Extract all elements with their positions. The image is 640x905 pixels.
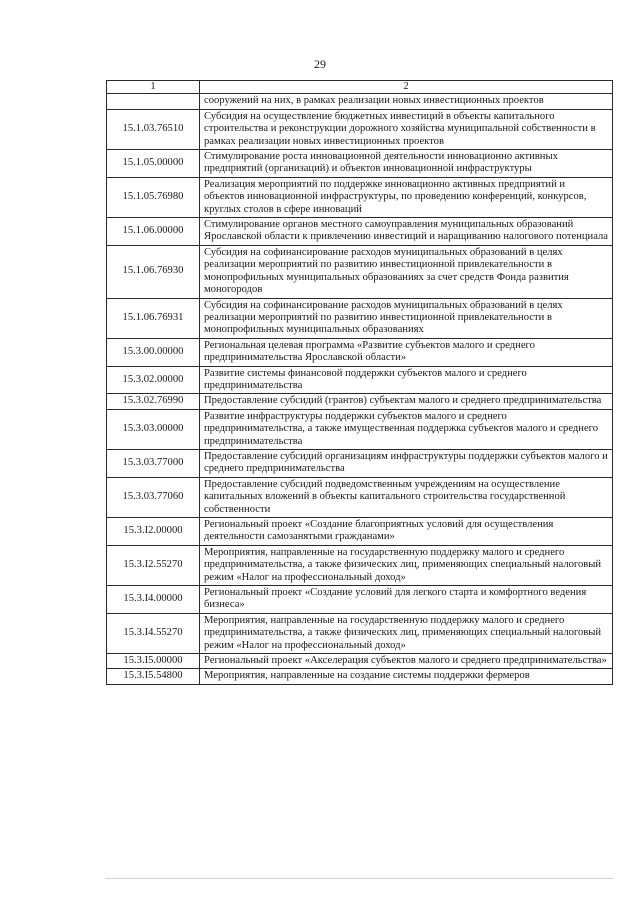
table-row	[107, 394, 613, 409]
row-code-cell: 15.1.05.00000	[107, 150, 200, 178]
row-code-cell: 15.3.02.76990	[107, 394, 200, 409]
table-row	[107, 94, 613, 109]
table-row	[107, 409, 613, 449]
row-code-cell: 15.3.02.00000	[107, 366, 200, 394]
row-code-cell: 15.3.I2.00000	[107, 518, 200, 546]
table-row	[107, 177, 613, 217]
row-description-cell: Предоставление субсидий (грантов) субъектам малого и среднего предпринимательства	[200, 394, 613, 409]
table-row	[107, 298, 613, 338]
row-description-cell: Мероприятия, направленные на государственную поддержку малого и среднего предпринимательства, а также физических лиц, применяющих специальный налоговый режим «Налог на профессиональный доход»	[200, 545, 613, 585]
table-row	[107, 477, 613, 517]
column-header-2: 2	[200, 81, 613, 94]
table-row	[107, 545, 613, 585]
table-row	[107, 245, 613, 298]
table-row	[107, 218, 613, 246]
row-description-cell: Региональная целевая программа «Развитие субъектов малого и среднего предпринимательства Ярославской области»	[200, 338, 613, 366]
row-description-cell: Региональный проект «Акселерация субъектов малого и среднего предпринимательства»	[200, 654, 613, 669]
table-row	[107, 366, 613, 394]
row-code-cell: 15.3.I2.55270	[107, 545, 200, 585]
table-row	[107, 449, 613, 477]
row-description-cell: Стимулирование роста инновационной деятельности инновационно активных предприятий (организаций) и объектов инновационной инфраструктуры	[200, 150, 613, 178]
row-code-cell: 15.1.06.76931	[107, 298, 200, 338]
row-description-cell: сооружений на них, в рамках реализации новых инвестиционных проектов	[200, 94, 613, 109]
row-code-cell: 15.3.I5.54800	[107, 669, 200, 684]
row-description-cell: Региональный проект «Создание благоприятных условий для осуществления деятельности самозанятыми гражданами»	[200, 518, 613, 546]
table-row	[107, 518, 613, 546]
row-code-cell	[107, 94, 200, 109]
row-description-cell: Реализация мероприятий по поддержке инновационно активных предприятий и объектов инновационной инфраструктуры, по проведению конференций, конкурсов, круглых столов в сфере инноваций	[200, 177, 613, 217]
row-description-cell: Развитие инфраструктуры поддержки субъектов малого и среднего предпринимательства, а также имущественная поддержка субъектов малого и среднего предпринимательства	[200, 409, 613, 449]
row-description-cell: Субсидия на софинансирование расходов муниципальных образований в целях реализации мероприятий по развитию инвестиционной привлекательности в монопрофильных муниципальных образованиях за счет средств Фонда развития моногородов	[200, 245, 613, 298]
row-code-cell: 15.1.06.76930	[107, 245, 200, 298]
table-row	[107, 586, 613, 614]
table-row	[107, 654, 613, 669]
row-code-cell: 15.3.03.77000	[107, 449, 200, 477]
row-code-cell: 15.1.03.76510	[107, 109, 200, 149]
row-description-cell: Предоставление субсидий подведомственным учреждениям на осуществление капитальных вложений в объекты капитального строительства государственной собственности	[200, 477, 613, 517]
row-code-cell: 15.3.I4.55270	[107, 613, 200, 653]
table-row	[107, 109, 613, 149]
row-description-cell: Предоставление субсидий организациям инфраструктуры поддержки субъектов малого и среднего предпринимательства	[200, 449, 613, 477]
row-code-cell: 15.1.05.76980	[107, 177, 200, 217]
row-description-cell: Развитие системы финансовой поддержки субъектов малого и среднего предпринимательства	[200, 366, 613, 394]
row-description-cell: Субсидия на осуществление бюджетных инвестиций в объекты капитального строительства и реконструкции дорожного хозяйства муниципальной собственности в рамках реализации новых инвестиционных проектов	[200, 109, 613, 149]
row-code-cell: 15.1.06.00000	[107, 218, 200, 246]
row-description-cell: Мероприятия, направленные на государственную поддержку малого и среднего предпринимательства, а также физических лиц, применяющих специальный налоговый режим «Налог на профессиональный доход»	[200, 613, 613, 653]
bottom-divider	[105, 878, 613, 879]
table-row	[107, 613, 613, 653]
row-code-cell: 15.3.00.00000	[107, 338, 200, 366]
column-header-1: 1	[107, 81, 200, 94]
table-row	[107, 669, 613, 684]
row-description-cell: Субсидия на софинансирование расходов муниципальных образований в целях реализации мероприятий по развитию инвестиционной привлекательности в монопрофильных муниципальных образованиях	[200, 298, 613, 338]
table-row	[107, 150, 613, 178]
row-description-cell: Стимулирование органов местного самоуправления муниципальных образований Ярославской области к привлечению инвестиций и наращиванию налогового потенциала	[200, 218, 613, 246]
row-code-cell: 15.3.03.00000	[107, 409, 200, 449]
row-code-cell: 15.3.I5.00000	[107, 654, 200, 669]
row-code-cell: 15.3.03.77060	[107, 477, 200, 517]
row-code-cell: 15.3.I4.00000	[107, 586, 200, 614]
page-number: 29	[314, 57, 326, 71]
table-header-row	[107, 81, 613, 94]
table-row	[107, 338, 613, 366]
budget-codes-table	[106, 80, 613, 685]
row-description-cell: Региональный проект «Создание условий для легкого старта и комфортного ведения бизнеса»	[200, 586, 613, 614]
row-description-cell: Мероприятия, направленные на создание системы поддержки фермеров	[200, 669, 613, 684]
